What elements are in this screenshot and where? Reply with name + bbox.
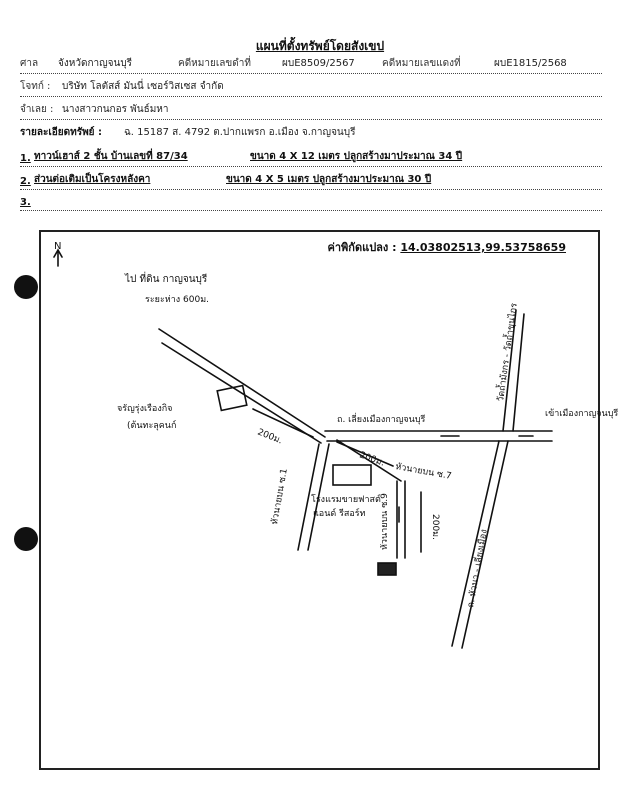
sketch-map [41, 232, 619, 768]
item-3-number: 3. [20, 197, 31, 208]
item-1-row [20, 150, 602, 167]
plaintiff-value: บริษัท โลตัสส์ มันนี่ เซอร์วิสเซส จำกัด [62, 81, 224, 92]
soi-1-label: หัวนายบน ซ.1 [270, 467, 290, 526]
soi-9-label: หัวนายบน ซ.9 [380, 493, 390, 550]
item-2-detail: ขนาด 4 X 5 เมตร ปลูกสร้างมาประมาณ 30 ปี [226, 174, 432, 185]
binder-hole [14, 527, 38, 551]
defendant-label: จำเลย : [20, 104, 54, 115]
item-2-number: 2. [20, 176, 31, 187]
property-building [333, 465, 371, 485]
red-case-value: ผบE1815/2568 [494, 58, 567, 69]
item-2-row [20, 173, 602, 190]
black-case-label: คดีหมายเลขดำที่ [178, 58, 251, 69]
wat-road-label: วัดถ้ำมังกร - วัดถ้ำขุนไกร [496, 302, 520, 403]
item-3-row [20, 194, 602, 211]
south-road-edge [452, 441, 499, 646]
main-road-edge [162, 343, 321, 443]
location-map [39, 230, 619, 770]
plaintiff-label: โจทก์ : [20, 81, 51, 92]
black-case-value: ผบE8509/2567 [282, 58, 355, 69]
court-label: ศาล [20, 58, 39, 69]
defendant-value: นางสาวกนกอร พันธ์มหา [62, 104, 169, 115]
south-road-label: ถ. หัวนา - เลี่ยงเมือง [466, 528, 490, 609]
hotel-label-2: แอนด์ รีสอร์ท [313, 509, 366, 519]
main-road-edge [159, 329, 325, 437]
shop-label: จรัญรุ่งเรืองกิจ [117, 404, 173, 414]
page-title: แผนที่ตั้งทรัพย์โดยสังเขป [255, 39, 385, 53]
north-label: N [54, 241, 62, 252]
item-1-detail: ขนาด 4 X 12 เมตร ปลูกสร้างมาประมาณ 34 ปี [250, 151, 463, 162]
distance-label: 200ม. [357, 450, 386, 469]
property-label: รายละเอียดทรัพย์ : [20, 127, 103, 138]
shop-label-2: (ต้นทะลุคนก์ [127, 421, 177, 431]
soi-7-label: หัวนายบน ซ.7 [394, 462, 453, 482]
hotel-marker [378, 563, 396, 575]
court-row [20, 57, 602, 74]
item-2-name: ส่วนต่อเติมเป็นโครงหลังคา [34, 174, 151, 185]
red-case-label: คดีหมายเลขแดงที่ [382, 58, 461, 69]
defendant-row [20, 103, 602, 120]
court-value: จังหวัดกาญจนบุรี [58, 58, 133, 69]
city-road-label: เข้าเมืองกาญจนบุรี [545, 409, 619, 419]
item-1-number: 1. [20, 153, 31, 164]
hotel-label: โรงแรมขายฟาสต์ [311, 495, 381, 505]
plaintiff-row [20, 80, 602, 97]
property-row [20, 126, 602, 142]
land-office-note: ไป ที่ดิน กาญจนบุรี [125, 274, 208, 285]
coordinate-label: ค่าพิกัดแปลง : [327, 241, 397, 254]
land-office-distance: ระยะห่าง 600ม. [145, 295, 209, 305]
shop-box [217, 386, 247, 411]
coordinate-value: 14.03802513,99.53758659 [400, 241, 566, 254]
binder-hole [14, 275, 38, 299]
item-1-name: ทาวน์เฮาส์ 2 ชั้น บ้านเลขที่ 87/34 [34, 151, 188, 162]
main-road-label: ถ. เลี่ยงเมืองกาญจนบุรี [337, 415, 426, 425]
distance-label: 200ม. [430, 514, 440, 540]
distance-label: 200ม. [255, 427, 284, 447]
property-value: ฉ. 15187 ส. 4792 ต.ปากแพรก อ.เมือง จ.กาญจนบุรี [124, 127, 356, 138]
